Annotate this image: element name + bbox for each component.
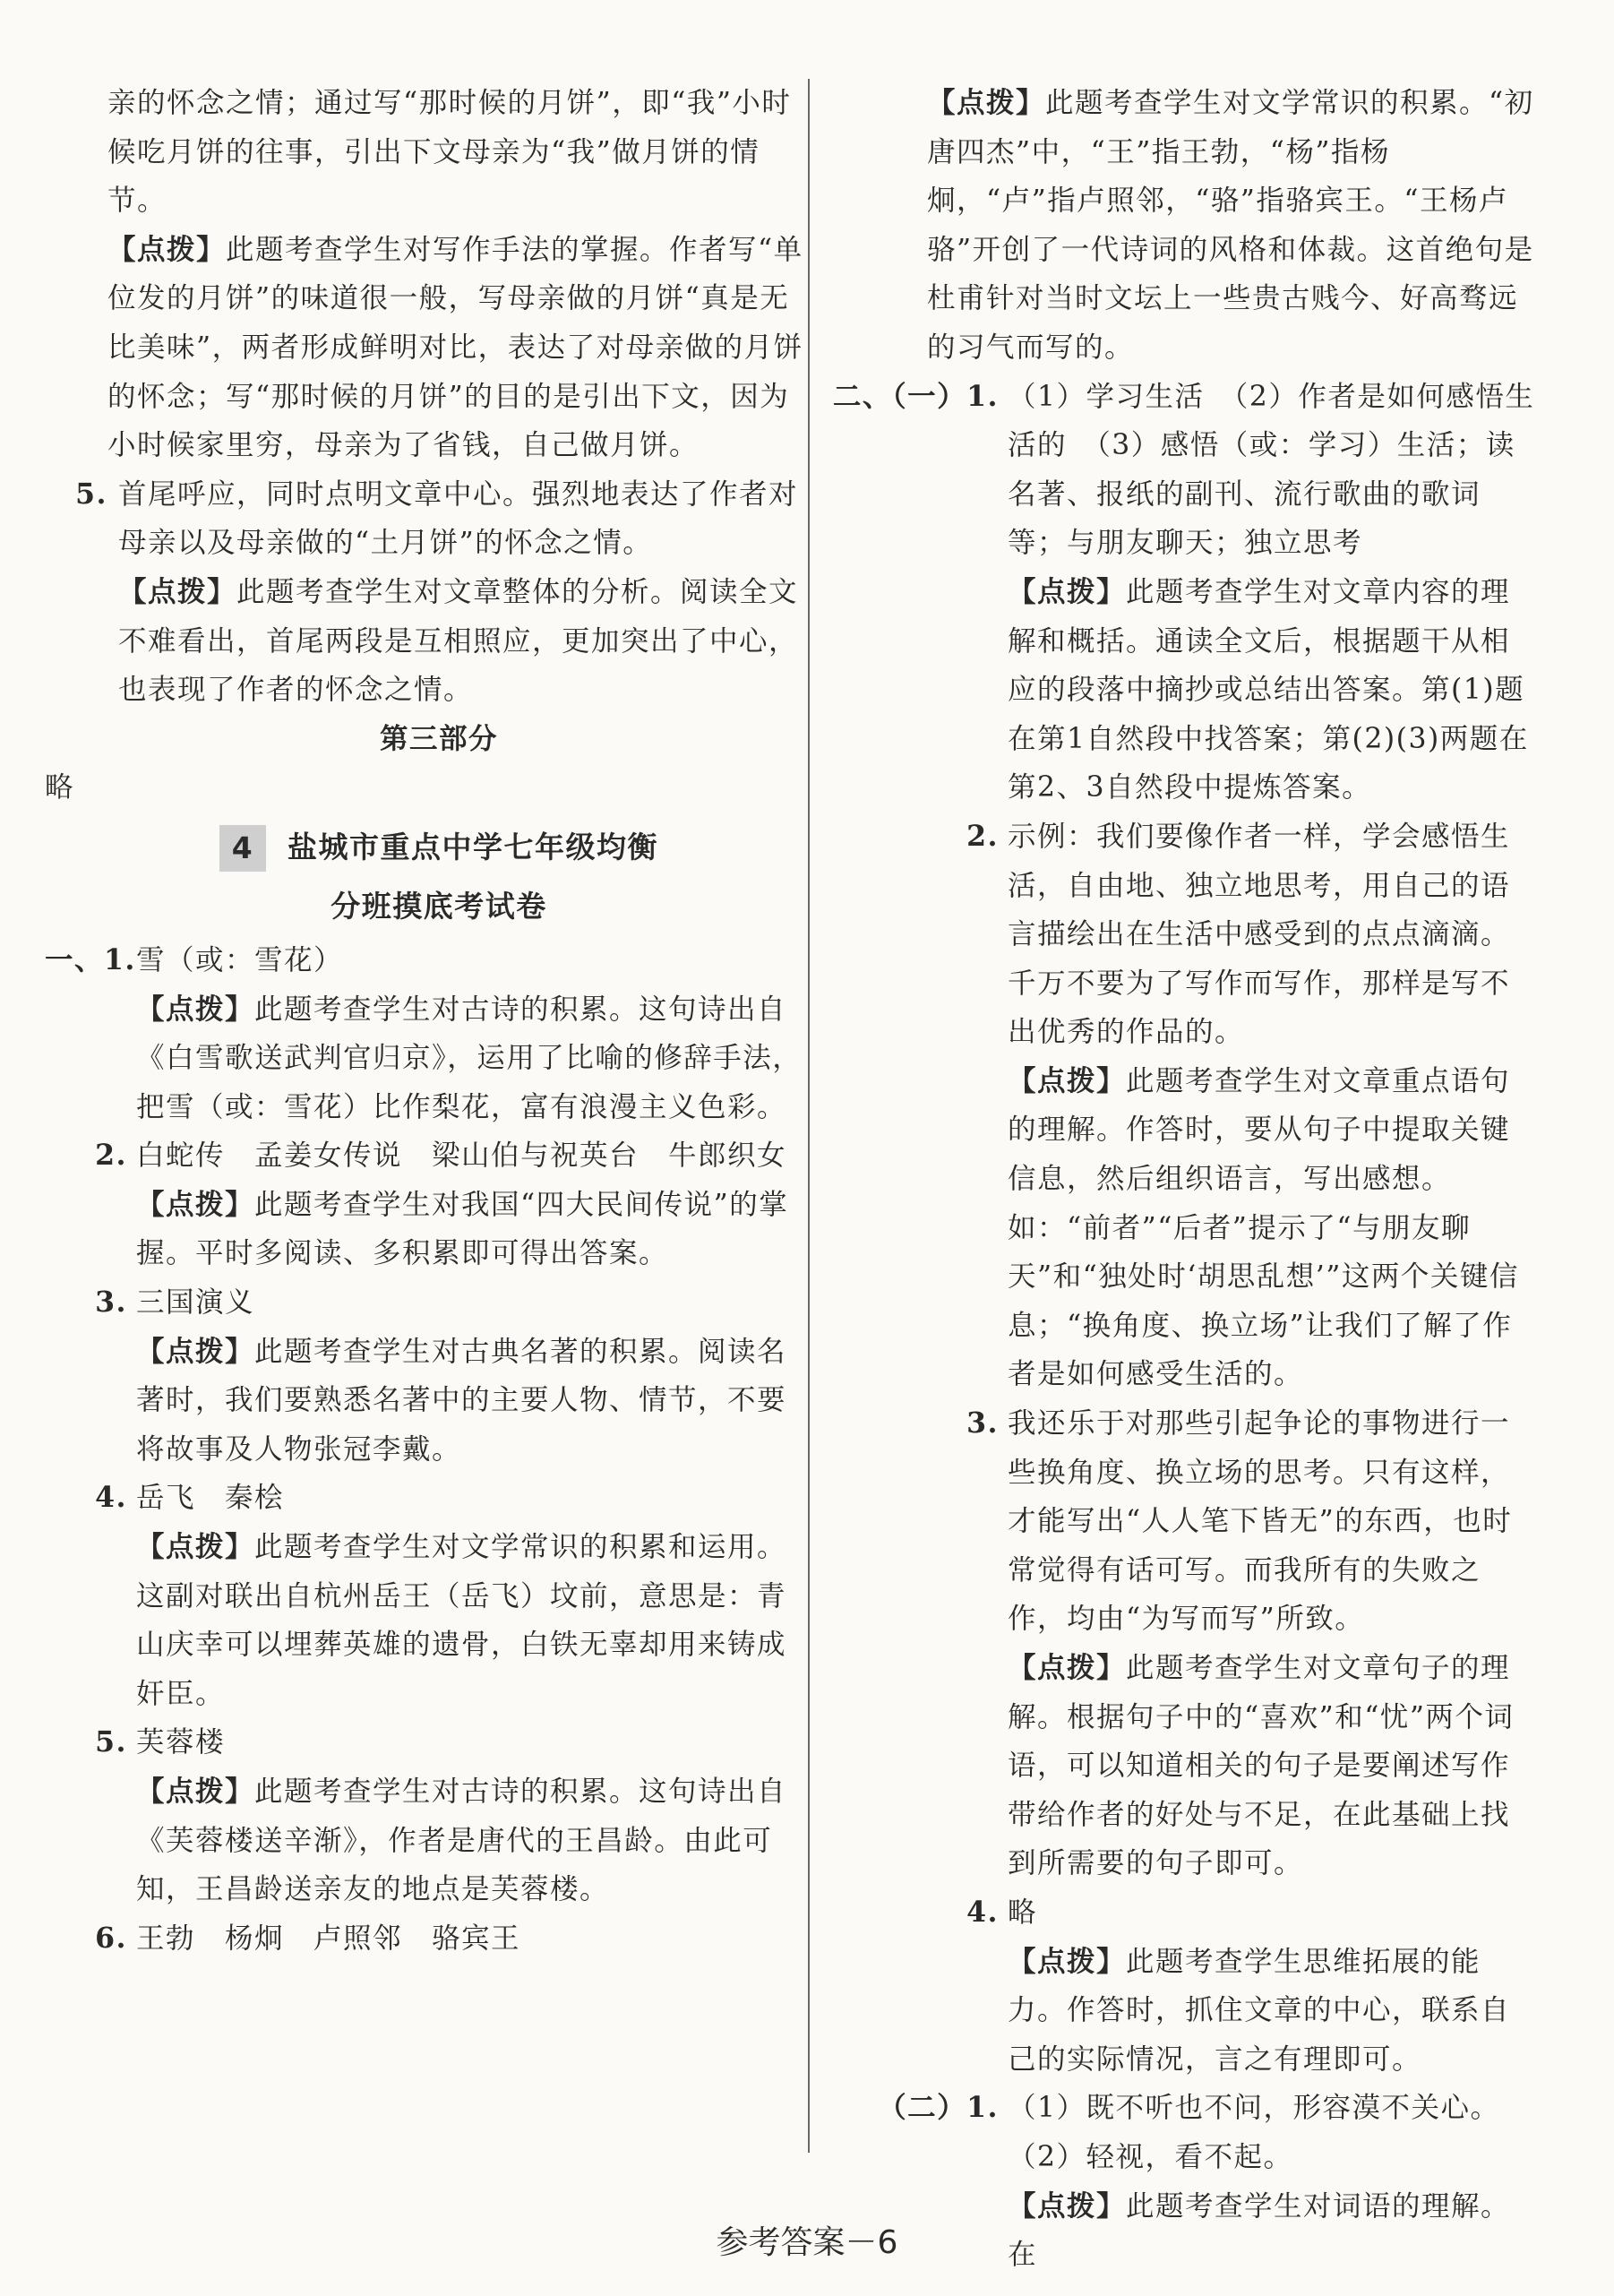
tip-block: 【点拨】此题考查学生对词语的理解。在 bbox=[1008, 2189, 1511, 2272]
question-number: 4. bbox=[966, 1895, 999, 1929]
continued-tip bbox=[837, 79, 1536, 373]
question-number: 5. bbox=[95, 1725, 127, 1759]
question-3 bbox=[72, 1278, 806, 1474]
tip-block: 【点拨】此题考查学生对古诗的积累。这句诗出自《白雪歌送武判官归京》，运用了比喻的修辞手法，把雪（或：雪花）比作梨花，富有浪漫主义色彩。 bbox=[136, 993, 803, 1123]
tip-block bbox=[72, 226, 806, 470]
answer-text: 略 bbox=[1008, 1896, 1038, 1929]
question-number: （二）1. bbox=[878, 2091, 999, 2125]
answer-text: 三国演义 bbox=[136, 1286, 255, 1320]
answer-text: 岳飞 秦桧 bbox=[136, 1482, 285, 1515]
tip-block: 【点拨】此题考查学生对文章内容的理解和概括。通读全文后，根据题干从相应的段落中摘抄或总结出答案。第(1)题在第1自然段中找答案；第(2)(3)两题在第2、3自然段中提炼答案。 bbox=[1008, 575, 1529, 804]
answer-text: 雪（或：雪花） bbox=[136, 943, 344, 976]
right-column bbox=[832, 79, 1536, 2280]
question-number: 2. bbox=[95, 1139, 127, 1173]
page-footer: 参考答案－6 bbox=[716, 2224, 898, 2261]
answer-text: （1）学习生活 （2）作者是如何感悟生活的 （3）感悟（或：学习）生活；读名著、报纸的副刊、流行歌曲的歌词等；与朋友聊天；独立思考 bbox=[1008, 380, 1535, 560]
question-5b bbox=[72, 1718, 806, 1913]
omitted-answer: 略 bbox=[45, 771, 75, 804]
tip-text: 此题考查学生对文章整体的分析。阅读全文不难看出，首尾两段是互相照应，更加突出了中心，也表现了作者的怀念之情。 bbox=[118, 575, 799, 707]
answer-text: 我还乐于对那些引起争论的事物进行一些换角度、换立场的思考。只有这样，才能写出“人人笔下皆无”的东西，也时常觉得有话可写。而我所有的失败之作，均由“为写而写”所致。 bbox=[1008, 1407, 1513, 1636]
question-number: 6. bbox=[95, 1921, 127, 1955]
answer-text: 示例：我们要像作者一样，学会感悟生活，自由地、独立地思考，用自己的语言描绘出在生活中感受到的点点滴滴。千万不要为了写作而写作，那样是写不出优秀的作品的。 bbox=[1008, 820, 1511, 1049]
tip-block: 【点拨】此题考查学生对我国“四大民间传说”的掌握。平时多阅读、多积累即可得出答案。 bbox=[136, 1188, 789, 1270]
exam-title: 4 盐城市重点中学七年级均衡 bbox=[72, 818, 806, 877]
question-6 bbox=[72, 1914, 806, 1964]
answer-text: 亲的怀念之情；通过写“那时候的月饼”，即“我”小时候吃月饼的往事，引出下文母亲为“我”做月饼的情节。 bbox=[107, 87, 792, 218]
question-number: 二、（一）1. bbox=[832, 379, 999, 413]
section2-question-3 bbox=[837, 1399, 1536, 1888]
tip-label: 【点拨】 bbox=[107, 233, 227, 266]
section2-question-4 bbox=[837, 1888, 1536, 2084]
question-4 bbox=[72, 1474, 806, 1718]
continued-answer bbox=[72, 79, 806, 226]
answer-text: 芙蓉楼 bbox=[136, 1726, 226, 1759]
exam-subtitle: 分班摸底考试卷 bbox=[331, 888, 547, 924]
tip-block: 【点拨】此题考查学生对文章句子的理解。根据句子中的“喜欢”和“忧”两个词语，可以知道相关的句子是要阐述写作带给作者的好处与不足，在此基础上找到所需要的句子即可。 bbox=[1008, 1652, 1515, 1880]
tip-text: 此题考查学生对文学常识的积累。“初唐四杰”中，“王”指王勃，“杨”指杨炯，“卢”指卢照邻，“骆”指骆宾王。“王杨卢骆”开创了一代诗词的风格和体裁。这首绝句是杜甫针对当时文坛上一些贵古贱今、好高骛远的习气而写的。 bbox=[927, 87, 1534, 364]
question-number: 一、1. bbox=[45, 942, 136, 976]
question-1 bbox=[45, 936, 806, 1131]
question-5 bbox=[72, 470, 806, 715]
answer-text: （1）既不听也不问，形容漠不关心。 （2）轻视，看不起。 bbox=[1008, 2092, 1515, 2173]
section2-question-1 bbox=[820, 373, 1536, 813]
question-number: 4. bbox=[95, 1481, 127, 1515]
column-divider bbox=[808, 79, 810, 2153]
tip-label: 【点拨】 bbox=[927, 87, 1046, 119]
tip-text: 此题考查学生对写作手法的掌握。作者写“单位发的月饼”的味道很一般，写母亲做的月饼“真是无比美味”，两者形成鲜明对比，表达了对母亲做的月饼的怀念；写“那时候的月饼”的目的是引出下文，因为小时候家里穷，母亲为了省钱，自己做月饼。 bbox=[107, 233, 803, 462]
exam-number-badge: 4 bbox=[219, 825, 266, 872]
answer-text: 首尾呼应，同时点明文章中心。强烈地表达了作者对母亲以及母亲做的“土月饼”的怀念之情。 bbox=[118, 477, 799, 560]
answer-text: 王勃 杨炯 卢照邻 骆宾王 bbox=[136, 1922, 521, 1955]
question-number: 3. bbox=[966, 1406, 999, 1440]
question-number: 3. bbox=[95, 1286, 127, 1320]
tip-block: 【点拨】此题考查学生对古典名著的积累。阅读名著时，我们要熟悉名著中的主要人物、情节，不要将故事及人物张冠李戴。 bbox=[136, 1335, 787, 1466]
tip-block bbox=[118, 568, 806, 715]
left-column bbox=[45, 79, 806, 1963]
answer-text: 白蛇传 孟姜女传说 梁山伯与祝英台 牛郎织女 bbox=[136, 1139, 787, 1173]
question-number: 2. bbox=[966, 819, 999, 853]
tip-label: 【点拨】 bbox=[118, 575, 237, 608]
section-heading: 第三部分 bbox=[379, 722, 498, 755]
tip-block: 【点拨】此题考查学生对文学常识的积累和运用。这副对联出自杭州岳王（岳飞）坟前，意思是：青山庆幸可以埋葬英雄的遗骨，白铁无辜却用来铸成奸臣。 bbox=[136, 1531, 787, 1710]
section2-question-2 bbox=[837, 813, 1536, 1399]
tip-block: 【点拨】此题考查学生思维拓展的能力。作答时，抓住文章的中心，联系自己的实际情况，言之有理即可。 bbox=[1008, 1945, 1511, 2076]
tip-block: 【点拨】此题考查学生对古诗的积累。这句诗出自《芙蓉楼送辛渐》，作者是唐代的王昌龄。由此可知，王昌龄送亲友的地点是芙蓉楼。 bbox=[136, 1776, 787, 1906]
tip-block: 【点拨】此题考查学生对文章重点语句的理解。作答时，要从句子中提取关键信息，然后组织语言，写出感想。如：“前者”“后者”提示了“与朋友聊天”和“独处时‘胡思乱想’”这两个关键信息；“换角度、换立场”让我们了解了作者是如何感受生活的。 bbox=[1008, 1064, 1519, 1391]
question-number: 5. bbox=[75, 477, 107, 511]
question-2 bbox=[72, 1131, 806, 1278]
